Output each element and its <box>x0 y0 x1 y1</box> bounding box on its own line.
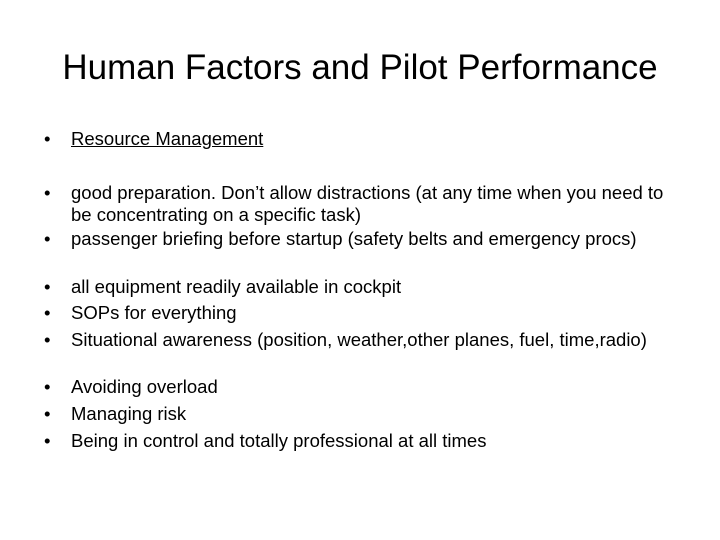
bullet-icon: • <box>44 403 51 424</box>
bullet-icon: • <box>44 376 51 397</box>
bullet-icon: • <box>44 128 51 149</box>
list-item-text: Managing risk <box>71 403 187 424</box>
bullet-icon: • <box>44 228 51 249</box>
list-item-text: all equipment readily available in cockpit <box>71 276 402 297</box>
bullet-icon: • <box>44 302 51 323</box>
list-item-text: passenger briefing before startup (safety belts and emergency procs) <box>71 228 637 249</box>
list-item-text: Avoiding overload <box>71 376 218 397</box>
list-item <box>44 430 681 452</box>
list-item <box>44 228 681 250</box>
list-item-text: Situational awareness (position, weather,other planes, fuel, time,radio) <box>71 329 647 350</box>
list-item <box>44 403 681 425</box>
bullet-icon: • <box>44 276 51 297</box>
bullet-icon: • <box>44 430 51 451</box>
list-item <box>44 376 681 398</box>
list-item-text: good preparation. Don’t allow distractions (at any time when you need to be concentrating on a specific task) <box>71 182 664 225</box>
list-item <box>44 302 681 324</box>
list-item-heading <box>44 128 681 150</box>
list-item <box>44 182 681 226</box>
bullet-icon: • <box>44 329 51 350</box>
section-heading: Resource Management <box>71 128 264 149</box>
bullet-icon: • <box>44 182 51 203</box>
list-item <box>44 329 681 351</box>
list-item-text: Being in control and totally professional at all times <box>71 430 487 451</box>
slide-title: Human Factors and Pilot Performance <box>62 48 658 87</box>
list-item <box>44 276 681 298</box>
list-item-text: SOPs for everything <box>71 302 237 323</box>
